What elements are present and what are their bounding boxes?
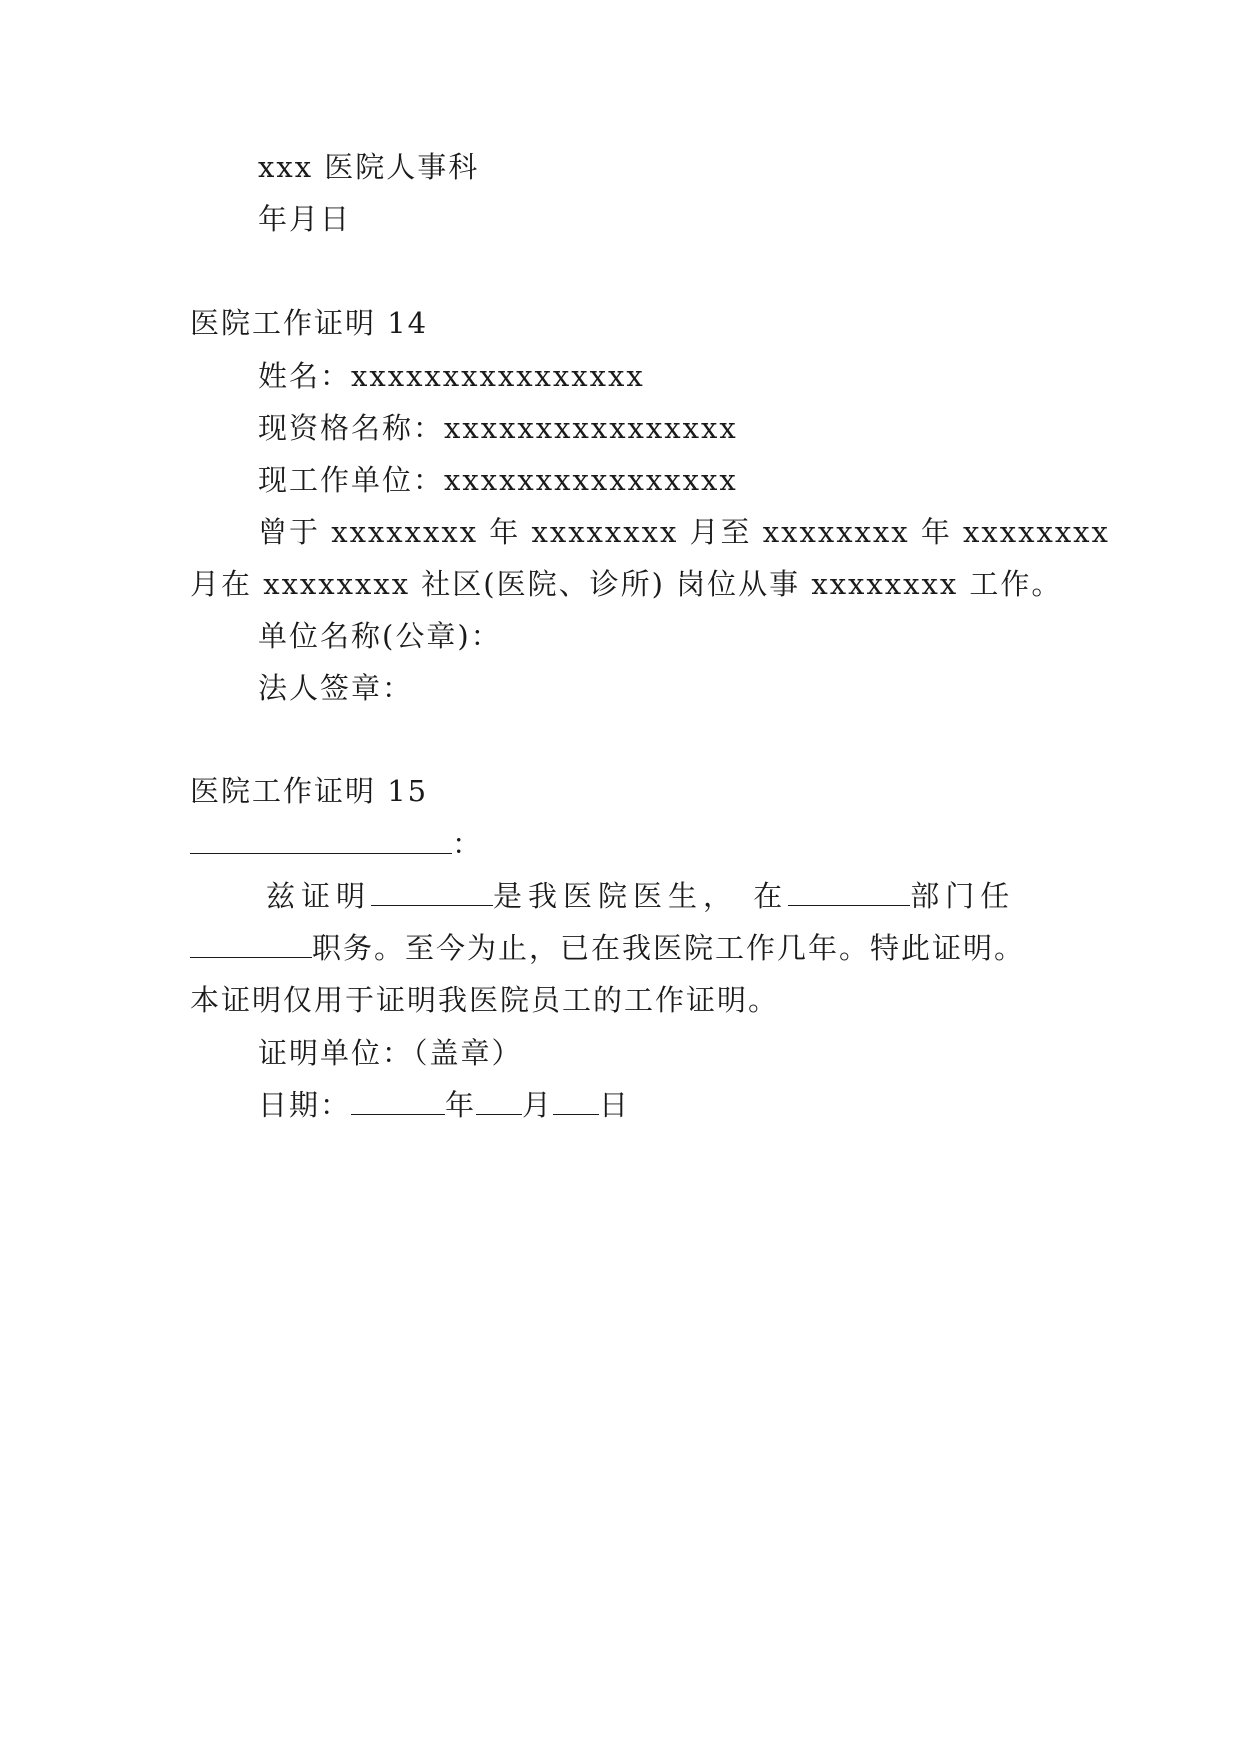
- year-label: 年: [445, 1088, 477, 1122]
- year-blank: [351, 1088, 445, 1115]
- cert15-date: [258, 1085, 630, 1125]
- cert15-body-line1: [266, 876, 1015, 916]
- department-blank: [788, 879, 910, 906]
- date-label: 日期：: [258, 1088, 352, 1122]
- position-blank: [190, 931, 312, 958]
- cert14-qualification: 现资格名称：xxxxxxxxxxxxxxxx: [258, 411, 738, 445]
- body2-tail: 职务。至今为止，已在我医院工作几年。特此证明。: [312, 931, 1026, 965]
- body1-middle: 是我医院医生， 在: [493, 879, 789, 913]
- cert14-history-line1: 曾于 xxxxxxxx 年 xxxxxxxx 月至 xxxxxxxx 年 xxxxxxxx: [258, 515, 1110, 549]
- cert14-unit: 现工作单位：xxxxxxxxxxxxxxxx: [258, 463, 738, 497]
- signature-date: 年月日: [258, 202, 352, 236]
- cert15-issuer: 证明单位：（盖章）: [258, 1036, 523, 1070]
- day-label: 日: [599, 1088, 631, 1122]
- month-blank: [476, 1088, 522, 1115]
- addressee-blank: [190, 827, 452, 854]
- body1-suffix: 部门任: [910, 879, 1016, 913]
- cert15-body-line2: [190, 928, 1025, 968]
- cert14-legal-seal: 法人签章：: [258, 671, 414, 705]
- cert14-unit-seal: 单位名称(公章)：: [258, 619, 502, 653]
- month-label: 月: [522, 1088, 554, 1122]
- day-blank: [553, 1088, 599, 1115]
- cert14-title: 医院工作证明 14: [190, 306, 429, 340]
- cert14-history-line2: 月在 xxxxxxxx 社区(医院、诊所) 岗位从事 xxxxxxxx 工作。: [190, 567, 1063, 601]
- cert15-body-line3: 本证明仅用于证明我医院员工的工作证明。: [190, 983, 780, 1017]
- employee-name-blank: [371, 879, 493, 906]
- cert15-title: 医院工作证明 15: [190, 774, 429, 808]
- signer-department: xxx 医院人事科: [258, 150, 480, 184]
- cert15-addressee: [190, 824, 483, 864]
- body1-prefix: 兹证明: [266, 879, 372, 913]
- cert14-name: 姓名：xxxxxxxxxxxxxxxx: [258, 359, 645, 393]
- addressee-colon: ：: [452, 827, 484, 861]
